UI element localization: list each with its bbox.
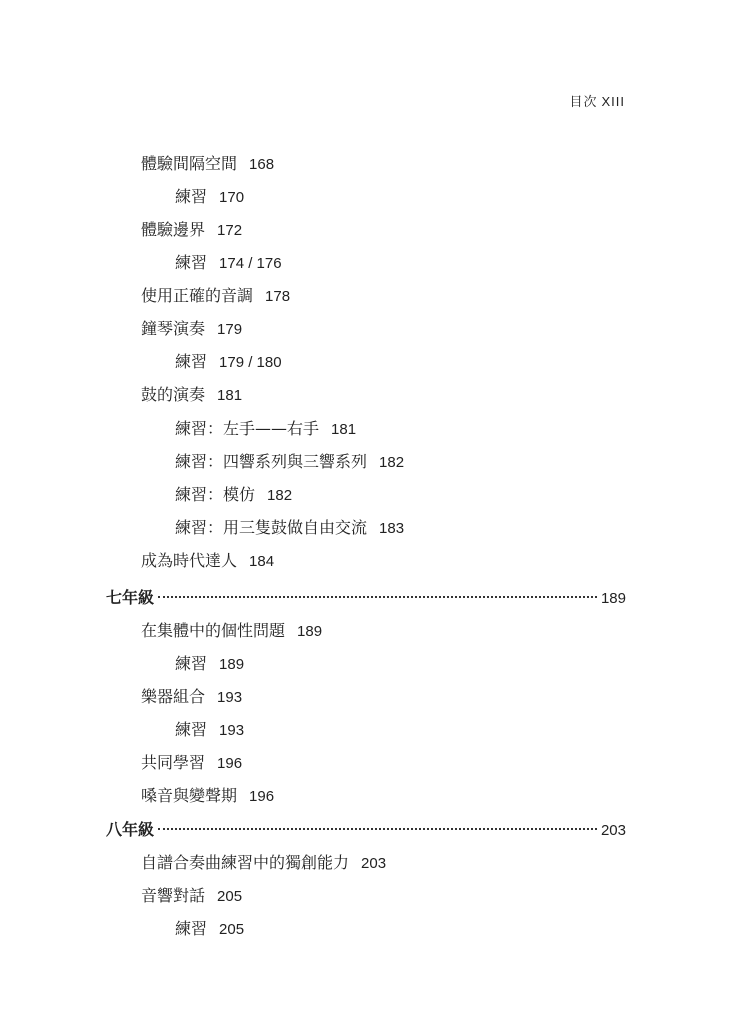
entry-title: 樂器組合: [141, 687, 206, 706]
chapter-heading: [106, 816, 626, 844]
toc-entry: [175, 915, 244, 943]
header-label: 目次: [569, 95, 598, 110]
entry-title: 練習: [175, 654, 208, 673]
toc-entry: [175, 481, 292, 509]
entry-title: 練習: [175, 919, 208, 938]
entry-title: 練習: [175, 352, 208, 371]
entry-page: 196: [217, 755, 243, 772]
entry-page: 189: [297, 623, 323, 640]
entry-title: 練習: [175, 720, 208, 739]
toc-entry: [141, 381, 242, 409]
entry-title: 練習: [175, 253, 208, 272]
entry-title: 自譜合奏曲練習中的獨創能力: [141, 853, 350, 872]
entry-page: 172: [217, 222, 243, 239]
entry-title: 練習：用三隻鼓做自由交流: [175, 518, 368, 537]
entry-title: 嗓音與變聲期: [141, 786, 238, 805]
toc-entry: [141, 882, 242, 910]
toc-entry: [175, 249, 282, 277]
dot-leader: [158, 828, 597, 830]
entry-page: 168: [249, 156, 275, 173]
entry-page: 193: [219, 722, 245, 739]
entry-page: 181: [217, 387, 243, 404]
toc-entry: [175, 348, 282, 376]
toc-entry: [141, 849, 386, 877]
entry-page: 205: [217, 888, 243, 905]
entry-title: 鼓的演奏: [141, 385, 206, 404]
entry-page: 183: [379, 520, 405, 537]
entry-title: 練習: [175, 187, 208, 206]
entry-title: 練習：四響系列與三響系列: [175, 452, 368, 471]
toc-entry: [175, 716, 244, 744]
entry-page: 193: [217, 689, 243, 706]
entry-page: 170: [219, 189, 245, 206]
entry-title: 體驗間隔空間: [141, 154, 238, 173]
toc-entry: [141, 216, 242, 244]
chapter-title: 八年級: [106, 820, 155, 839]
entry-page: 196: [249, 788, 275, 805]
toc-entry: [175, 415, 356, 443]
chapter-heading: [106, 584, 626, 612]
entry-title: 使用正確的音調: [141, 286, 254, 305]
entry-title: 練習：左手——右手: [175, 419, 320, 438]
entry-title: 在集體中的個性問題: [141, 621, 286, 640]
entry-page: 182: [379, 454, 405, 471]
entry-page: 178: [265, 288, 291, 305]
entry-page: 179: [217, 321, 243, 338]
entry-title: 體驗邊界: [141, 220, 206, 239]
entry-page: 181: [331, 421, 357, 438]
entry-page: 203: [361, 855, 387, 872]
toc-entry: [141, 683, 242, 711]
entry-page: 184: [249, 553, 275, 570]
entry-title: 共同學習: [141, 753, 206, 772]
toc-entry: [175, 650, 244, 678]
toc-entry: [141, 749, 242, 777]
entry-title: 音響對話: [141, 886, 206, 905]
header-page-number: XIII: [601, 94, 625, 109]
dot-leader: [158, 596, 597, 598]
toc-entry: [141, 782, 274, 810]
entry-title: 成為時代達人: [141, 551, 238, 570]
toc-entry: [175, 514, 404, 542]
toc-entry: [141, 617, 322, 645]
toc-entry: [175, 183, 244, 211]
entry-page: 174 / 176: [219, 255, 282, 272]
entry-title: 練習：模仿: [175, 485, 256, 504]
toc-entry: [175, 448, 404, 476]
toc-entry: [141, 547, 274, 575]
toc-entry: [141, 282, 290, 310]
page-header: [569, 91, 625, 110]
entry-title: 鐘琴演奏: [141, 319, 206, 338]
chapter-page: 203: [600, 822, 626, 839]
chapter-title: 七年級: [106, 588, 155, 607]
entry-page: 189: [219, 656, 245, 673]
entry-page: 179 / 180: [219, 354, 282, 371]
toc-entry: [141, 150, 274, 178]
chapter-page: 189: [600, 590, 626, 607]
entry-page: 205: [219, 921, 245, 938]
entry-page: 182: [267, 487, 293, 504]
toc-entry: [141, 315, 242, 343]
